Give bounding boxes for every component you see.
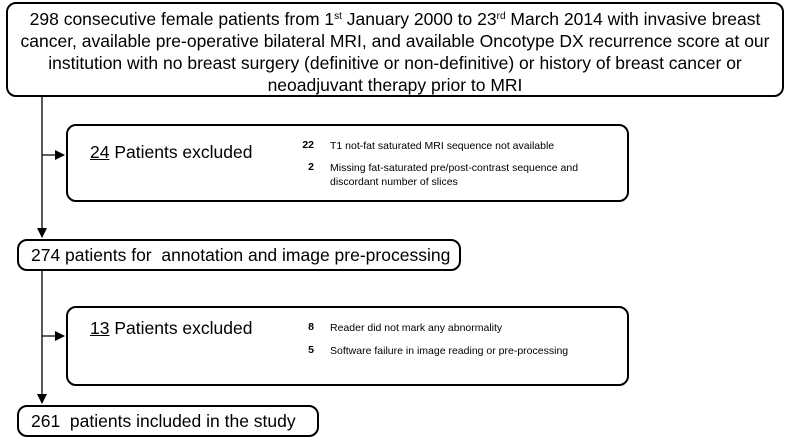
exclusion-2-reason-1-count: 8 (308, 321, 314, 333)
exclusion-2-reason-1-text: Reader did not mark any abnormality (330, 322, 503, 334)
exclusion-1-reason-2-count: 2 (308, 161, 314, 173)
exclusion-2-label: Patients excluded (109, 318, 253, 338)
exclusion-1-reason-1-count: 22 (302, 139, 314, 151)
cohort-text-superscript-2: rd (496, 11, 506, 22)
exclusion-1-reason-1-text: T1 not-fat saturated MRI sequence not available (330, 140, 555, 152)
exclusion-2-reason-2-count: 5 (308, 344, 314, 356)
annotation-box (17, 239, 461, 271)
included-box (17, 405, 319, 437)
exclusion-1-label: Patients excluded (109, 142, 253, 162)
cohort-box (6, 2, 784, 97)
exclusion-2-title (90, 318, 252, 339)
cohort-text-superscript-1: st (334, 11, 342, 22)
exclusion-box-2 (66, 306, 629, 386)
cohort-text-part-1: 298 consecutive female patients from 1 (29, 9, 335, 29)
cohort-text-part-2: January 2000 to 23 (341, 9, 497, 29)
cohort-text (16, 8, 774, 96)
exclusion-1-count: 24 (90, 142, 110, 162)
exclusion-1-title (90, 142, 252, 163)
cohort-text-part-3: March 2014 with invasive breast cancer, available pre-operative bilateral MRI, and available Oncotype DX recurrence score at our institution with no breast surgery (definitive or non-definitive) or history of breast cancer or neoadjuvant therapy prior to MRI (20, 9, 770, 95)
annotation-text: 274 patients for annotation and image pre-processing (31, 245, 451, 265)
exclusion-2-reason-2-text: Software failure in image reading or pre-processing (330, 345, 569, 357)
exclusion-box-1 (66, 124, 629, 202)
included-text: 261 patients included in the study (31, 411, 296, 431)
exclusion-2-count: 13 (90, 318, 110, 338)
exclusion-1-reason-2-text: Missing fat-saturated pre/post-contrast sequence and discordant number of slices (330, 162, 579, 188)
